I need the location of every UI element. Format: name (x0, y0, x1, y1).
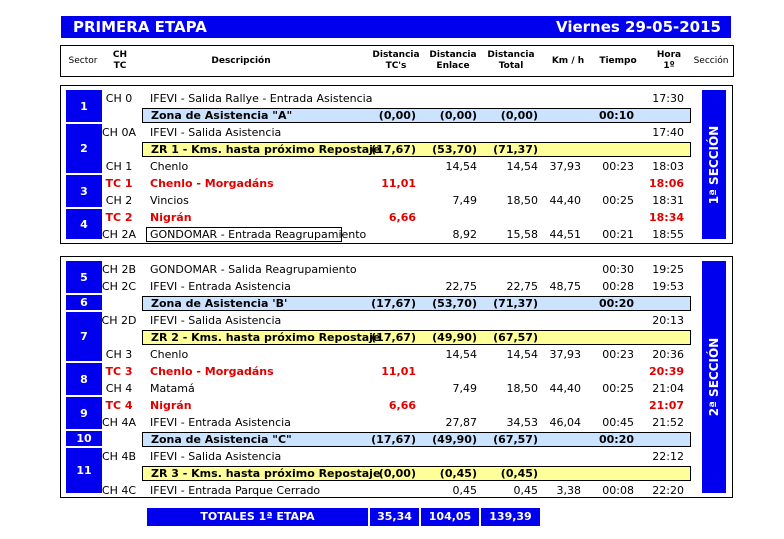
ch-cell: CH 2D (101, 314, 137, 327)
tiempo-cell: 00:28 (602, 280, 634, 293)
table-row (61, 124, 701, 141)
dist-total-cell: (71,37) (493, 143, 538, 156)
totals-tc: 35,34 (370, 508, 419, 526)
column-headers (60, 45, 734, 77)
kmh-cell: 44,51 (549, 228, 581, 241)
dist-total-cell: (0,00) (500, 109, 538, 122)
dist-total-cell: 14,54 (506, 348, 538, 361)
sector-10: 10 (66, 431, 102, 446)
dist-enlace-cell: 22,75 (445, 280, 477, 293)
ch-cell: CH 2A (102, 228, 136, 241)
hora-cell: 17:40 (652, 126, 684, 139)
description-cell: Matamá (150, 382, 195, 395)
table-row (61, 107, 701, 124)
sector-8: 8 (66, 363, 102, 395)
sector-1: 1 (66, 90, 102, 122)
section-2-label: 2ª SECCIÓN (702, 261, 726, 493)
table-row (61, 465, 701, 482)
hora-cell: 21:04 (652, 382, 684, 395)
sector-2: 2 (66, 124, 102, 173)
ch-cell: TC 4 (105, 399, 133, 412)
kmh-cell: 37,93 (549, 160, 581, 173)
ch-cell: TC 3 (105, 365, 133, 378)
sector-9: 9 (66, 397, 102, 429)
totals-total: 139,39 (481, 508, 540, 526)
ch-cell: CH 2 (105, 194, 133, 207)
dist-total-cell: 14,54 (506, 160, 538, 173)
col-descripcion: Descripción (211, 56, 271, 66)
description-cell: IFEVI - Salida Asistencia (150, 314, 282, 327)
description-cell: IFEVI - Entrada Asistencia (150, 416, 291, 429)
dist-tc-cell: 6,66 (388, 399, 416, 412)
hora-cell: 19:53 (652, 280, 684, 293)
totals-enlace: 104,05 (421, 508, 479, 526)
col-sector: Sector (68, 56, 98, 66)
hora-cell: 18:34 (648, 211, 684, 224)
description-cell: Chenlo (150, 160, 189, 173)
description-cell: Zona de Asistencia "C" (151, 433, 292, 446)
dist-total-cell: 18,50 (506, 194, 538, 207)
dist-tc-cell: (17,67) (371, 331, 416, 344)
description-cell: GONDOMAR - Entrada Reagrupamiento (150, 228, 367, 241)
dist-enlace-cell: 14,54 (445, 348, 477, 361)
ch-cell: CH 1 (105, 160, 133, 173)
description-cell: Zona de Asistencia 'B' (151, 297, 288, 310)
dist-total-cell: (0,45) (500, 467, 538, 480)
description-cell: Vincios (150, 194, 189, 207)
col-tc: TC (113, 61, 127, 71)
tiempo-cell: 00:21 (602, 228, 634, 241)
dist-tc-cell: 11,01 (381, 365, 416, 378)
hora-cell: 18:55 (652, 228, 684, 241)
description-cell: Chenlo (150, 348, 189, 361)
description-cell: ZR 3 - Kms. hasta próximo Repostaje (151, 467, 381, 480)
table-row (61, 141, 701, 158)
hora-cell: 21:52 (652, 416, 684, 429)
hora-cell: 22:20 (652, 484, 684, 497)
sector-6: 6 (66, 295, 102, 310)
description-cell: IFEVI - Salida Asistencia (150, 126, 282, 139)
ch-cell: TC 1 (105, 177, 133, 190)
description-cell: Nigrán (150, 211, 192, 224)
table-row (61, 312, 701, 329)
dist-enlace-cell: 14,54 (445, 160, 477, 173)
col-ch: CH (112, 50, 128, 60)
dist-enlace-cell: 27,87 (445, 416, 477, 429)
description-cell: Chenlo - Morgadáns (150, 365, 274, 378)
tiempo-cell: 00:23 (602, 348, 634, 361)
section-2-box (60, 256, 733, 498)
tiempo-cell: 00:25 (602, 382, 634, 395)
table-row (61, 346, 701, 363)
description-cell: Nigrán (150, 399, 192, 412)
kmh-cell: 37,93 (549, 348, 581, 361)
table-row (61, 380, 701, 397)
kmh-cell: 44,40 (549, 194, 581, 207)
stage-header (61, 16, 731, 38)
description-cell: Zona de Asistencia "A" (151, 109, 293, 122)
sector-4: 4 (66, 209, 102, 239)
ch-cell: CH 4C (101, 484, 137, 497)
col-dist-tc-2: TC's (385, 61, 407, 71)
table-row (61, 414, 701, 431)
section-1-box (60, 85, 733, 244)
col-dist-enlace-2: Enlace (436, 61, 470, 71)
hora-cell: 19:25 (652, 263, 684, 276)
description-cell: IFEVI - Entrada Parque Cerrado (150, 484, 321, 497)
dist-tc-cell: (17,67) (371, 143, 416, 156)
description-cell: GONDOMAR - Salida Reagrupamiento (150, 263, 357, 276)
kmh-cell: 44,40 (549, 382, 581, 395)
table-row (61, 363, 701, 380)
dist-total-cell: 22,75 (506, 280, 538, 293)
dist-enlace-cell: 8,92 (452, 228, 477, 241)
hora-cell: 18:31 (652, 194, 684, 207)
table-row (61, 397, 701, 414)
dist-total-cell: 0,45 (513, 484, 538, 497)
sector-5: 5 (66, 261, 102, 293)
dist-total-cell: (71,37) (493, 297, 538, 310)
ch-cell: CH 4 (105, 382, 133, 395)
ch-cell: CH 0 (105, 92, 133, 105)
table-row (61, 90, 701, 107)
hora-cell: 20:36 (652, 348, 684, 361)
hora-cell: 17:30 (652, 92, 684, 105)
description-cell: ZR 2 - Kms. hasta próximo Repostaje (151, 331, 381, 344)
kmh-cell: 46,04 (549, 416, 581, 429)
description-cell: IFEVI - Salida Rallye - Entrada Asistencia (150, 92, 373, 105)
tiempo-cell: 00:25 (602, 194, 634, 207)
tiempo-cell: 00:08 (602, 484, 634, 497)
dist-tc-cell: (0,00) (378, 467, 416, 480)
dist-enlace-cell: (0,45) (439, 467, 477, 480)
tiempo-cell: 00:45 (602, 416, 634, 429)
dist-enlace-cell: (49,90) (432, 331, 477, 344)
hora-cell: 21:07 (648, 399, 684, 412)
ch-cell: CH 2C (101, 280, 137, 293)
col-dist-tc-1: Distancia (372, 50, 420, 60)
dist-tc-cell: 6,66 (388, 211, 416, 224)
section-1-label: 1ª SECCIÓN (702, 90, 726, 239)
sector-11: 11 (66, 448, 102, 493)
ch-cell: CH 0A (102, 126, 136, 139)
table-row (61, 261, 701, 278)
kmh-cell: 3,38 (556, 484, 581, 497)
dist-enlace-cell: 7,49 (452, 382, 477, 395)
hora-cell: 22:12 (652, 450, 684, 463)
hora-cell: 20:39 (648, 365, 684, 378)
table-row (61, 278, 701, 295)
tiempo-cell: 00:10 (598, 109, 634, 122)
dist-total-cell: (67,57) (493, 331, 538, 344)
dist-tc-cell: (17,67) (371, 433, 416, 446)
description-cell: IFEVI - Entrada Asistencia (150, 280, 291, 293)
sector-3: 3 (66, 175, 102, 207)
dist-tc-cell: 11,01 (381, 177, 416, 190)
table-row (61, 431, 701, 448)
dist-tc-cell: (17,67) (371, 297, 416, 310)
sector-7: 7 (66, 312, 102, 361)
table-row (61, 192, 701, 209)
dist-total-cell: 18,50 (506, 382, 538, 395)
dist-total-cell: 15,58 (506, 228, 538, 241)
table-row (61, 295, 701, 312)
table-row (61, 158, 701, 175)
dist-enlace-cell: (53,70) (432, 297, 477, 310)
table-row (61, 482, 701, 499)
dist-enlace-cell: (0,00) (439, 109, 477, 122)
col-seccion: Sección (693, 56, 729, 66)
hora-cell: 18:03 (652, 160, 684, 173)
dist-enlace-cell: 0,45 (452, 484, 477, 497)
dist-total-cell: 34,53 (506, 416, 538, 429)
tiempo-cell: 00:20 (598, 433, 634, 446)
stage-date: Viernes 29-05-2015 (555, 18, 721, 36)
table-row (61, 448, 701, 465)
table-row (61, 329, 701, 346)
col-kmh: Km / h (551, 56, 585, 66)
hora-cell: 20:13 (652, 314, 684, 327)
stage-title: PRIMERA ETAPA (73, 18, 207, 36)
dist-tc-cell: (0,00) (378, 109, 416, 122)
col-hora-1: Hora (656, 50, 682, 60)
tiempo-cell: 00:20 (598, 297, 634, 310)
dist-enlace-cell: (49,90) (432, 433, 477, 446)
tiempo-cell: 00:30 (602, 263, 634, 276)
ch-cell: CH 4A (102, 416, 136, 429)
dist-enlace-cell: (53,70) (432, 143, 477, 156)
hora-cell: 18:06 (648, 177, 684, 190)
tiempo-cell: 00:23 (602, 160, 634, 173)
description-cell: Chenlo - Morgadáns (150, 177, 274, 190)
dist-total-cell: (67,57) (493, 433, 538, 446)
table-row (61, 209, 701, 226)
description-cell: IFEVI - Salida Asistencia (150, 450, 282, 463)
table-row (61, 226, 701, 243)
ch-cell: CH 4B (102, 450, 136, 463)
table-row (61, 175, 701, 192)
col-dist-enlace-1: Distancia (429, 50, 477, 60)
dist-enlace-cell: 7,49 (452, 194, 477, 207)
col-hora-2: 1º (663, 61, 675, 71)
col-tiempo: Tiempo (599, 56, 637, 66)
col-dist-total-1: Distancia (487, 50, 535, 60)
totals-label: TOTALES 1ª ETAPA (147, 508, 368, 526)
ch-cell: CH 2B (102, 263, 136, 276)
col-dist-total-2: Total (498, 61, 524, 71)
ch-cell: CH 3 (105, 348, 133, 361)
ch-cell: TC 2 (105, 211, 133, 224)
description-cell: ZR 1 - Kms. hasta próximo Repostaje (151, 143, 381, 156)
kmh-cell: 48,75 (549, 280, 581, 293)
